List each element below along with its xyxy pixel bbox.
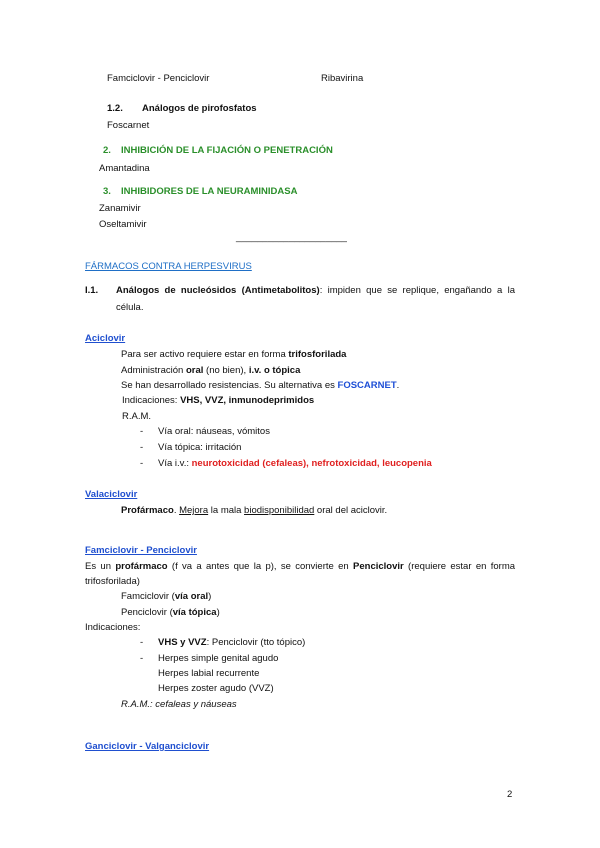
aciclovir-ram-2: Vía tópica: irritación (158, 442, 242, 453)
item-i1-line1 (116, 285, 515, 297)
aciclovir-title[interactable]: Aciclovir (85, 333, 126, 344)
famciclovir-route (121, 591, 211, 603)
penciclovir-pa: Penciclovir ( (121, 607, 173, 618)
aciclovir-l3a: Se han desarrollado resistencias. Su alternativa es (121, 380, 338, 391)
valaciclovir-e: biodisponibilidad (244, 505, 315, 516)
aciclovir-l1b: trifosforilada (288, 349, 347, 360)
heading-3-title: INHIBIDORES DE LA NEURAMINIDASA (121, 186, 298, 197)
heading-1-2-title: Análogos de pirofosfatos (142, 103, 257, 114)
zanamivir-text: Zanamivir (99, 203, 141, 214)
bullet-dash: - (140, 653, 144, 664)
section-title-herpesvirus[interactable]: FÁRMACOS CONTRA HERPESVIRUS (85, 261, 252, 272)
famciclovir-ram: R.A.M.: cefaleas y náuseas (121, 699, 237, 710)
valaciclovir-b: . (173, 505, 180, 516)
bullet-dash: - (140, 426, 144, 437)
famciclovir-p1d: Penciclovir (353, 561, 404, 572)
amantadina-text: Amantadina (99, 163, 150, 174)
famciclovir-p1a: Es un (85, 561, 116, 572)
famciclovir-para-line2: trifosforilada) (85, 576, 140, 587)
heading-1-2-number: 1.2. (107, 103, 123, 114)
heading-2-number: 2. (103, 145, 111, 156)
bullet-dash: - (140, 442, 144, 453)
ribavirina-text: Ribavirina (321, 73, 364, 84)
famciclovir-penciclovir-text: Famciclovir - Penciclovir (107, 73, 210, 84)
page-number: 2 (507, 789, 513, 800)
aciclovir-line-1 (121, 349, 346, 361)
penciclovir-pb: vía tópica (172, 607, 217, 618)
aciclovir-ram-1: Vía oral: náuseas, vómitos (158, 426, 270, 437)
famciclovir-title[interactable]: Famciclovir - Penciclovir (85, 545, 197, 556)
separator-line: _____________________ (236, 232, 347, 243)
bullet-dash: - (140, 458, 144, 469)
aciclovir-ram3a: Vía i.v.: (158, 458, 192, 469)
famciclovir-p1c: (f va a antes que la p), se convierte en (167, 561, 354, 572)
aciclovir-l4a: Indicaciones: (122, 395, 181, 406)
aciclovir-l3b: FOSCARNET (337, 380, 397, 391)
heading-2-title: INHIBICIÓN DE LA FIJACIÓN O PENETRACIÓN (121, 145, 333, 156)
famciclovir-indication-2: Herpes simple genital agudo (158, 653, 279, 664)
item-i1-line2: célula. (116, 302, 144, 313)
famciclovir-indication-1 (158, 637, 305, 649)
valaciclovir-d: la mala (208, 505, 245, 516)
famciclovir-fc: ) (208, 591, 212, 602)
bullet-dash: - (140, 637, 144, 648)
aciclovir-l4b: VHS, VVZ, inmunodeprimidos (180, 395, 315, 406)
aciclovir-l3c: . (396, 380, 400, 391)
penciclovir-route (121, 607, 220, 619)
valaciclovir-c: Mejora (179, 505, 209, 516)
item-i1-bold: Análogos de nucleósidos (Antimetabolitos) (116, 285, 320, 296)
aciclovir-l2c: (no bien), (203, 365, 249, 376)
foscarnet-text: Foscarnet (107, 120, 150, 131)
aciclovir-line-4 (122, 395, 314, 407)
aciclovir-ram3b: neurotoxicidad (cefaleas), nefrotoxicidad, leucopenia (191, 458, 432, 469)
famciclovir-fb: vía oral (174, 591, 209, 602)
aciclovir-l2d: i.v. o tópica (248, 365, 301, 376)
famciclovir-para-line1 (85, 561, 515, 573)
valaciclovir-title[interactable]: Valaciclovir (85, 489, 138, 500)
aciclovir-ram-label: R.A.M. (122, 411, 152, 422)
valaciclovir-line (121, 505, 387, 517)
item-i1-rest: : impiden que se replique, engañando a la (319, 285, 515, 296)
famciclovir-fa: Famciclovir ( (121, 591, 175, 602)
aciclovir-l2b: oral (185, 365, 204, 376)
aciclovir-ram-3 (158, 458, 432, 470)
famciclovir-i1a: VHS y VVZ (158, 637, 207, 648)
oseltamivir-text: Oseltamivir (99, 219, 147, 230)
valaciclovir-a: Profármaco (121, 505, 174, 516)
famciclovir-indications-label: Indicaciones: (85, 622, 141, 633)
aciclovir-l1a: Para ser activo requiere estar en forma (121, 349, 289, 360)
famciclovir-p1b: profármaco (115, 561, 168, 572)
item-i1-number: I.1. (85, 285, 99, 296)
valaciclovir-f: oral del aciclovir. (314, 505, 388, 516)
famciclovir-i1b: : Penciclovir (tto tópico) (206, 637, 306, 648)
aciclovir-line-3 (121, 380, 399, 392)
heading-3-number: 3. (103, 186, 111, 197)
famciclovir-indication-3: Herpes labial recurrente (158, 668, 260, 679)
famciclovir-indication-4: Herpes zoster agudo (VVZ) (158, 683, 274, 694)
aciclovir-l2a: Administración (121, 365, 186, 376)
aciclovir-line-2 (121, 365, 300, 377)
ganciclovir-title[interactable]: Ganciclovir - Valganciclovir (85, 741, 210, 752)
penciclovir-pc: ) (216, 607, 220, 618)
famciclovir-p1e: (requiere estar en forma (403, 561, 516, 572)
